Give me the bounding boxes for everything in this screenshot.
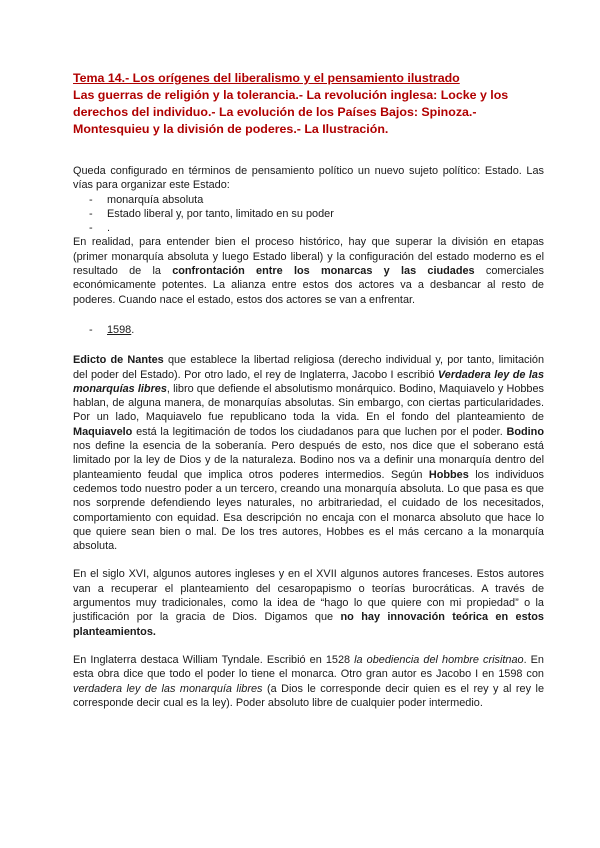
text-run: . En esta obra dice que todo el poder lo tiene el monarca. Otro gran autor es Jacobo I en 1598 con xyxy=(73,653,544,681)
bold-text: Edicto de Nantes xyxy=(73,354,164,367)
document-heading xyxy=(73,70,544,138)
list-item: - . xyxy=(89,221,544,235)
paragraph-england xyxy=(73,653,544,710)
year-1598: 1598 xyxy=(107,323,132,336)
paragraph-centuries xyxy=(73,567,544,638)
bold-italic-text: Verdadera ley de las monarquías libres xyxy=(73,368,544,395)
bold-text: Hobbes xyxy=(428,468,469,481)
bold-text: confrontación entre los monarcas y las ciudades xyxy=(172,265,475,278)
italic-text: la obediencia del hombre crisitnao xyxy=(354,653,524,666)
topic-title: Tema 14.- Los orígenes del liberalismo y el pensamiento ilustrado xyxy=(73,71,460,85)
text-run: En realidad, para entender bien el proceso histórico, hay que superar la división en etapas (primer monarquía absoluta y luego Estado liberal) y la configuración del estado moderno es el resultado de la xyxy=(73,236,544,278)
text-run: En Inglaterra destaca William Tyndale. Escribió en 1528 xyxy=(73,653,355,666)
text-run: que establece la libertad religiosa (derecho individual y, por tanto, limitación del poder del Estado). Por otro lado, el rey de Inglaterra, Jacobo I escribió xyxy=(73,354,545,381)
paragraph-confrontation xyxy=(73,235,544,306)
intro-paragraph: Queda configurado en términos de pensamiento político un nuevo sujeto político: Estado. Las vías para organizar este Estado: xyxy=(73,165,544,192)
text-run: , libro que defiende el absolutismo monárquico. Bodino, Maquiavelo y Hobbes hablan, de alguna manera, de monarquías absolutas. Sin embargo, con ciertas particularidades. Por un lado, Maquiavelo fue republicano toda la vida. En el fondo del planteamiento de xyxy=(73,382,544,424)
italic-text: verdadera ley de las monarquía libres xyxy=(73,682,263,695)
paragraph-edict-nantes xyxy=(73,353,544,553)
text-run: (a Dios le corresponde decir quien es el rey y al rey le corresponde decir cual es la ley). Poder absoluto libre de cualquier poder intermedio. xyxy=(73,682,545,709)
text-run: los individuos cedemos todo nuestro poder a un tercero, creando una monarquía absoluta. Lo que pasa es que nos sorprende defendiendo leyes naturales, no arbitrariedad, el cuidado de los necesitados, comportamiento con equidad. Esa descripción no encaja con el monarca absoluto que hace lo que quiere sean bien o mal. De los tres autores, Hobbes es el más cercano a la monarquía absoluta. xyxy=(73,468,544,553)
document-body xyxy=(73,164,544,710)
bold-text: Maquiavelo xyxy=(73,425,133,438)
year-list xyxy=(73,323,544,337)
text-run: En el siglo XVI, algunos autores ingleses y en el XVII algunos autores franceses. Estos autores van a recuperar el planteamiento del cesaropapismo o teorías burocráticas. A través de argumentos muy tradicionales, como la idea de “hago lo que quiere con mi propiedad” o la justificación por la gracia de Dios. Digamos que xyxy=(73,568,544,624)
topic-subtitle: Las guerras de religión y la tolerancia.- La revolución inglesa: Locke y los derechos del individuo.- La evolución de los Países Bajos: Spinoza.- Montesquieu y la división de poderes.- La Ilustración. xyxy=(73,88,509,136)
list-item: - 1598. xyxy=(89,323,544,337)
text-run: nos define la esencia de la soberanía. Pero después de esto, nos dice que el soberano está limitado por la ley de Dios y de la naturaleza. Bodino nos va a definir una monarquía dentro del planteamiento feudal que implica otros poderes intermedios. Según xyxy=(73,440,544,481)
list-item: - monarquía absoluta xyxy=(89,193,544,207)
bold-text: no hay innovación teórica en estos planteamientos. xyxy=(73,611,544,638)
list-item: - Estado liberal y, por tanto, limitado en su poder xyxy=(89,207,544,221)
text-run: comerciales económicamente potentes. La alianza entre estos dos actores va a desbancar al resto de poderes. Cuando nace el estado, estos dos actores se van a enfrentar. xyxy=(73,265,544,306)
text-run: está la legitimación de todos los ciudadanos para que luchen por el poder. xyxy=(132,425,507,438)
bold-text: Bodino xyxy=(506,425,544,438)
intro-list xyxy=(73,193,544,236)
